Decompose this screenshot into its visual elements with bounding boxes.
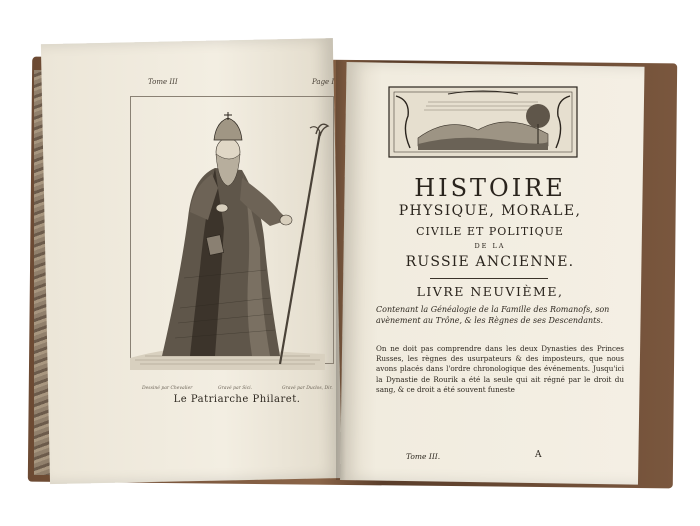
plate-caption: Le Patriarche Philaret. <box>173 394 301 405</box>
patriarch-engraving <box>120 108 330 370</box>
title-line-3: CIVILE ET POLITIQUE <box>416 225 564 238</box>
title-rule <box>430 278 548 279</box>
left-header-page: Page I <box>312 78 335 86</box>
credit-draughtsman: Dessiné par Chevalier <box>142 386 193 391</box>
title-vignette <box>388 86 578 158</box>
footer-tome: Tome III. <box>406 452 441 461</box>
title-line-5: RUSSIE ANCIENNE. <box>405 254 575 270</box>
mitre <box>214 118 242 140</box>
left-header-tome: Tome III <box>148 78 178 86</box>
gutter-shadow <box>336 60 346 480</box>
credit-director: Gravé par Duclos, Dir. <box>282 386 333 391</box>
footer-signature: A <box>535 450 542 460</box>
crozier-staff <box>280 132 320 364</box>
credit-engraver: Gravé par Sici. <box>218 386 253 391</box>
title-histoire: HISTOIRE <box>414 174 566 202</box>
title-line-4: DE LA <box>474 242 506 250</box>
chapter-description: Contenant la Généalogie de la Famille des Romanofs, son avènement au Trône, & les Règnes de ses Descendants. <box>376 305 610 325</box>
body-paragraph: On ne doit pas comprendre dans les deux Dynasties des Princes Russes, les règnes des usurpateurs & des imposteurs, que nous avons placés dans l'ordre chronologique des événements. Jusqu'ici la Dynastie de Rourik a été la seule qui ait régné par le droit du sang, & ce droit a été souvent funeste <box>376 344 624 394</box>
title-line-2: PHYSIQUE, MORALE, <box>398 203 582 219</box>
book-heading: LIVRE NEUVIÈME, <box>416 284 564 299</box>
